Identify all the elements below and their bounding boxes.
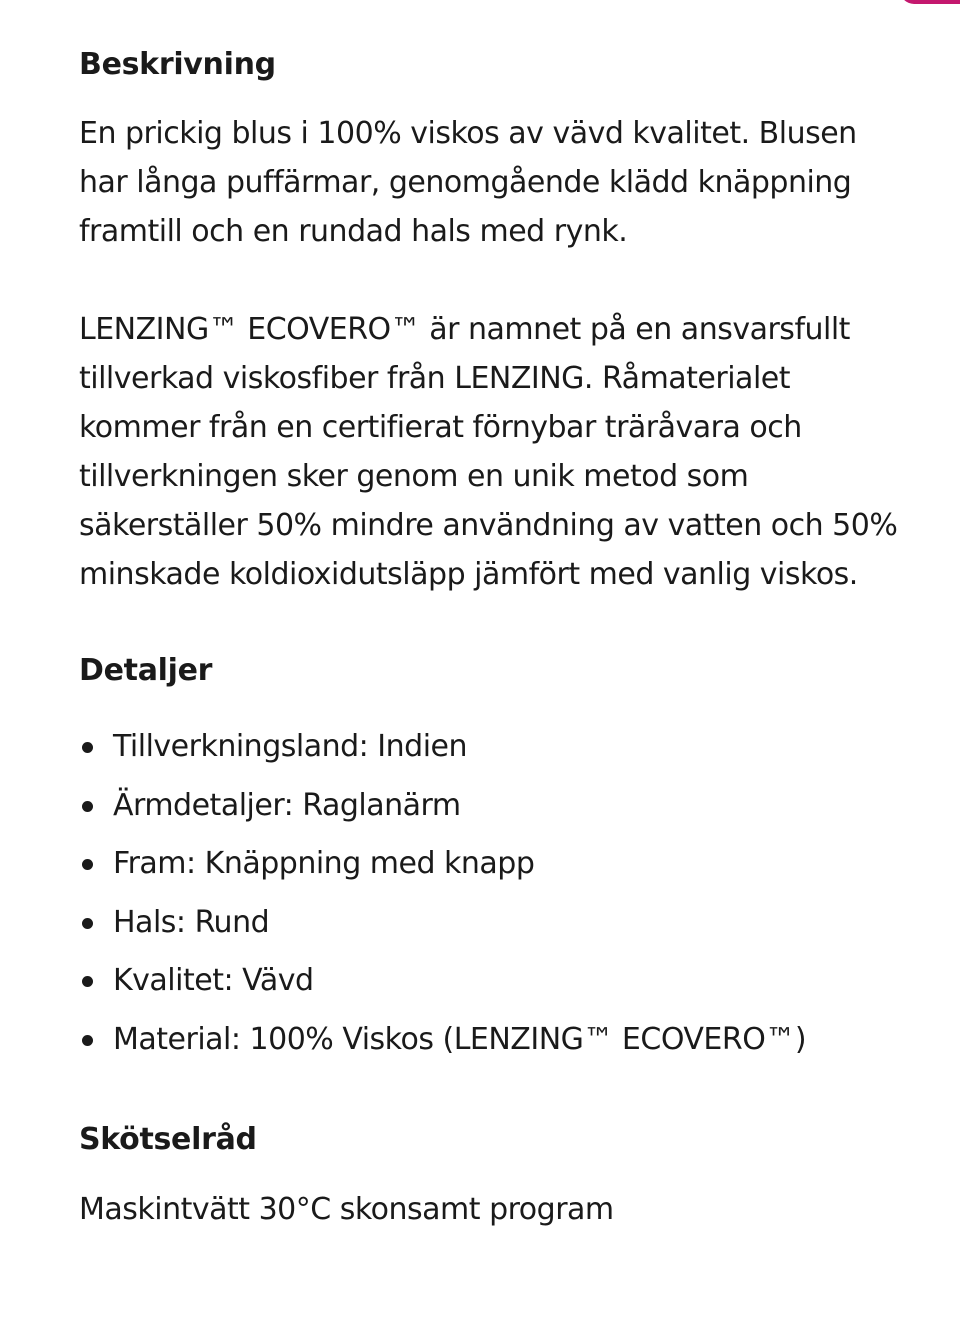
bullet-icon — [82, 976, 93, 987]
detail-item — [79, 835, 899, 894]
detail-label: Hals: — [113, 904, 186, 940]
detail-item — [79, 894, 899, 953]
care-section — [79, 1119, 899, 1234]
detail-item — [79, 1011, 899, 1070]
bullet-icon — [82, 918, 93, 929]
detail-value: Raglanärm — [302, 787, 461, 823]
lenzing-paragraph: LENZING™ ECOVERO™ är namnet på en ansvarsfullt tillverkad viskosfiber från LENZING. Råmaterialet kommer från en certifierat förnybar träråvara och tillverkningen sker genom en unik metod som säkerställer 50% mindre användning av vatten och 50% minskade koldioxidutsläpp jämfört med vanlig viskos. — [79, 312, 898, 592]
detail-item — [79, 952, 899, 1011]
detail-item — [79, 777, 899, 836]
detail-label: Kvalitet: — [113, 963, 234, 998]
bullet-icon — [82, 801, 93, 812]
bullet-icon — [82, 742, 93, 753]
detail-label: Ärmdetaljer: — [113, 787, 294, 823]
detail-value: Rund — [194, 904, 270, 940]
details-list — [79, 718, 899, 1069]
details-section — [79, 650, 899, 1069]
detail-item — [79, 718, 899, 777]
corner-accent — [900, 0, 960, 4]
details-heading: Detaljer — [79, 653, 213, 688]
description-paragraph: En prickig blus i 100% viskos av vävd kvalitet. Blusen har långa puffärmar, genomgående klädd knäppning framtill och en rundad hals med rynk. — [79, 116, 857, 249]
detail-value: Vävd — [242, 963, 314, 998]
bullet-icon — [82, 859, 93, 870]
detail-label: Tillverkningsland: — [113, 729, 369, 764]
product-info — [79, 44, 899, 1234]
detail-value: Indien — [377, 729, 468, 764]
detail-label: Material: — [113, 1021, 241, 1057]
bullet-icon — [82, 1035, 93, 1046]
care-heading: Skötselråd — [79, 1122, 257, 1157]
care-instructions: Maskintvätt 30°C skonsamt program — [79, 1192, 614, 1227]
detail-value: Knäppning med knapp — [204, 846, 535, 881]
description-heading: Beskrivning — [79, 47, 276, 82]
detail-label: Fram: — [113, 846, 196, 881]
description-section — [79, 44, 899, 599]
detail-value: 100% Viskos (LENZING™ ECOVERO™) — [249, 1021, 807, 1057]
